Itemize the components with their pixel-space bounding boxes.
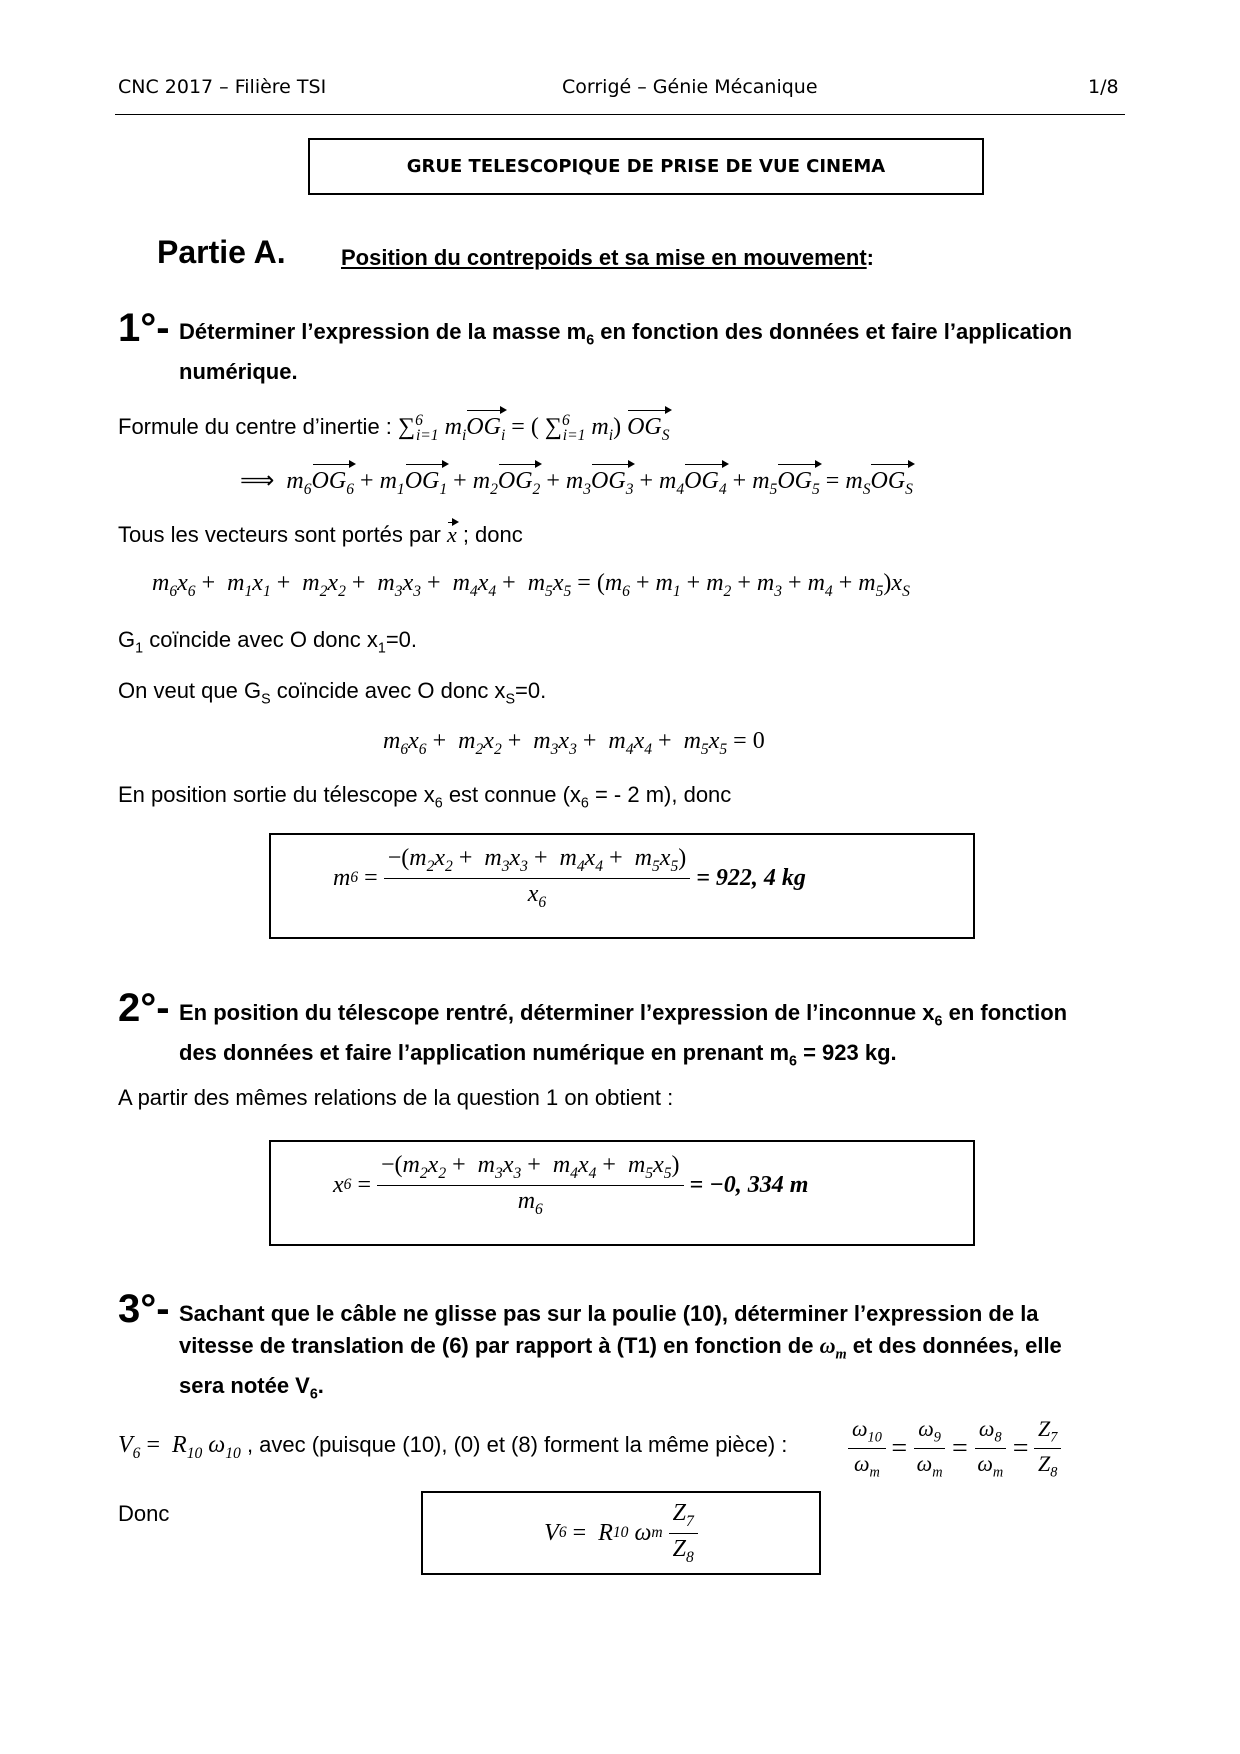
gs-sub: S [261,691,271,708]
v6-formula: V 6 = R 10 ω m $\frac{Z_7}{Z_8}$ [544,1500,698,1567]
xs-sub: S [505,691,515,708]
part-subtitle [341,245,874,271]
x1-sub: 1 [377,640,386,657]
q1-text-line2: numérique. [179,359,298,385]
q2-line2-b: = 923 kg. [796,1040,897,1066]
vecteurs-text-a: Tous les vecteurs sont portés par [118,522,447,547]
gs-text-c: =0. [514,678,547,703]
q1-text-a: Déterminer l’expression de la masse m [179,319,587,344]
header-rule [115,114,1125,115]
x6-formula: x 6 = $\frac{-(m_2x_2 + m_3x_3 + m_4x_4 + m_5x_5)}{m_6}$ = −0, 334 m [333,1152,809,1218]
header-page-number: 1/8 [1088,76,1119,98]
q3-relation-text: , avec (puisque (10), (0) et (8) forment la même pièce) : [240,1432,788,1457]
equation-scalar-sum: $m_6x_6 + m_1x_1 + m_2x_2 + m_3x_3 + m_4x_4 + m_5x_5 = (m_6 + m_1 + m_2 + m_3 + m_4 + m_5)x_S$ [152,570,910,600]
centre-inertie-line [118,408,670,445]
sortie-text-c: = - 2 m), donc [588,782,732,807]
q3-line2-b: et des données, elle [846,1333,1062,1358]
q3-relation-line [118,1432,787,1463]
g1-text-b: coïncide avec O donc x [143,627,378,652]
x6-sub: 6 [580,795,589,812]
sortie-text-a: En position sortie du télescope x [118,782,435,807]
centre-inertie-label: Formule du centre d’inertie : [118,414,399,439]
q2-intro: A partir des mêmes relations de la question 1 on obtient : [118,1085,674,1110]
result-box-m6 [269,833,975,939]
q2-line1-a: En position du télescope rentré, déterminer l’expression de l’inconnue x [179,1000,935,1025]
part-subtitle-colon: : [866,245,874,270]
q2-line1-sub: 6 [934,1013,943,1030]
title-box [308,138,984,195]
m6-formula: m 6 = $\frac{-(m_2x_2 + m_3x_3 + m_4x_4 + m_5x_5)}{x_6}$ = 922, 4 kg [333,845,806,911]
q3-number: 3°- [118,1287,170,1331]
q2-number: 2°- [118,986,170,1030]
q1-text-sub: 6 [586,332,595,349]
q3-statement [179,1298,1119,1411]
g1-text-a: G [118,627,136,652]
gs-line [118,678,546,707]
equation-zero: $m_6x_6 + m_2x_2 + m_3x_3 + m_4x_4 + m_5x_5 = 0$ [383,728,765,758]
header-left: CNC 2017 – Filière TSI [118,76,327,98]
centre-inertie-formula: ∑$^6_{i=1}$ $m_iOG_i$ = ( ∑$^6_{i=1}$ $m_i$) $OG_S$ [398,414,670,440]
g1-sub: 1 [135,640,144,657]
q2-line1-b: en fonction [942,1000,1068,1025]
vecteurs-line [118,520,523,548]
result-box-v6 [421,1491,821,1575]
sortie-sub: 6 [434,795,443,812]
omega-m: $\omega_m$ [819,1333,847,1363]
q1-text-b: en fonction des données et faire l’application [594,319,1073,344]
part-label: Partie A. [157,234,286,270]
equation-vector-sum: ⟹ $m_6OG_6 + m_1OG_1 + m_2OG_2 + m_3OG_3 + m_4OG_4 + m_5OG_5 = m_SOG_S$ [240,462,913,499]
q2-line2-a: des données et faire l’application numérique en prenant m [179,1040,790,1066]
part-subtitle-text: Position du contrepoids et sa mise en mouvement [341,245,867,270]
sortie-line [118,782,731,811]
q1-number: 1°- [118,306,170,350]
vecteurs-text-b: ; donc [456,522,523,547]
ratio-equality: $\frac{\omega_{10}}{\omega_m}$ = $\frac{\omega_9}{\omega_m}$ = $\frac{\omega_8}{\omega_m}$ = $\frac{Z_7}{Z_8}$ [848,1416,1061,1482]
q1-statement [179,316,1119,388]
q2-statement [179,997,1119,1078]
m6-result: = 922, 4 kg [696,864,806,891]
gs-text-b: coïncide avec O donc x [270,678,506,703]
q3-line3-a: sera notée V [179,1373,310,1399]
x-vector: x [446,522,457,547]
q3-line2-a: vitesse de translation de (6) par rapport à (T1) en fonction de [179,1333,820,1358]
q3-line3-sub: 6 [309,1386,318,1403]
g1-line [118,627,417,656]
header-center: Corrigé – Génie Mécanique [562,76,818,98]
result-box-x6 [269,1140,975,1246]
document-title: GRUE TELESCOPIQUE DE PRISE DE VUE CINEMA [406,156,886,177]
g1-text-c: =0. [385,627,418,652]
q3-line3-b: . [317,1373,324,1399]
x6-result: = −0, 334 m [689,1171,809,1198]
sortie-text-b: est connue (x [442,782,581,807]
v6-expression: $V_6 = R_{10}$ $\omega_{10}$ [118,1432,241,1462]
donc-label: Donc [118,1501,170,1526]
q2-line2-sub: 6 [789,1053,797,1070]
q3-line1: Sachant que le câble ne glisse pas sur la poulie (10), déterminer l’expression de la [179,1301,1039,1326]
gs-text-a: On veut que G [118,678,262,703]
